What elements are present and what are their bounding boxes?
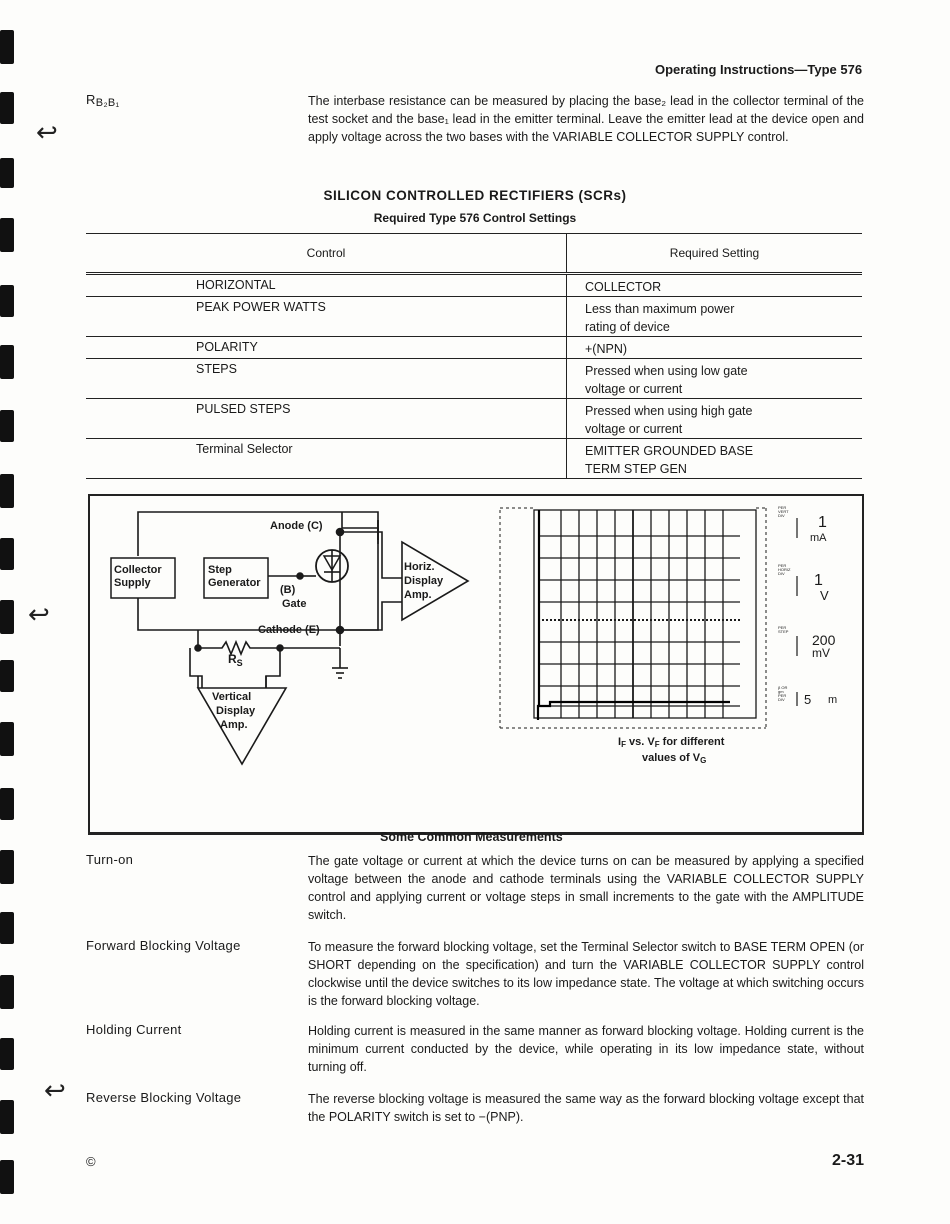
measurement-text: Holding current is measured in the same manner as forward blocking voltage. Holding current is the minimum current conducted by the device, while operating in its low impedance state, without turning off. (308, 1024, 864, 1074)
table-cell-control: Terminal Selector (86, 439, 567, 479)
table-row (86, 359, 862, 399)
table-cell-control: HORIZONTAL (86, 274, 567, 297)
table-row (86, 399, 862, 439)
measurement-text: The gate voltage or current at which the device turns on can be measured by applying a specified voltage between the anode and cathode terminals using the VARIABLE COLLECTOR SUPPLY control and applying current or voltage steps in small increments to the gate with the AMPLITUDE switch. (308, 854, 864, 922)
measurement-text: To measure the forward blocking voltage, set the Terminal Selector switch to BASE TERM OPEN (or SHORT depending on the specification) and turn the VARIABLE COLLECTOR SUPPLY control clockwise until the device switches to its low impedance state. The voltage at which switching occurs is the forward blocking voltage. (308, 940, 864, 1008)
step-generator-label: Step Generator (208, 564, 261, 589)
table-row (86, 337, 862, 359)
table-cell-setting: COLLECTOR (567, 274, 863, 297)
scr-test-figure (88, 494, 864, 835)
vertical-display-amp-label: Vertical Display Amp. (212, 691, 256, 731)
rb2b1-label: RB₂B₁ (86, 92, 120, 109)
section-title: SILICON CONTROLLED RECTIFIERS (SCRs) (323, 188, 627, 203)
table-cell-setting: +(NPN) (567, 337, 863, 359)
page-header: Operating Instructions—Type 576 (655, 62, 863, 77)
table-cell-setting: Less than maximum power rating of device (567, 297, 863, 337)
cathode-label: Cathode (E) (258, 624, 320, 636)
measurement-label: Forward Blocking Voltage (86, 938, 241, 953)
rs-label: $R_S$ (228, 652, 243, 668)
readout-vert: PER VERT DIV 1 mA (778, 505, 827, 544)
page-number: 2-31 (831, 1152, 864, 1169)
table-row (86, 274, 862, 297)
readout-step: PER STEP 200 mV (778, 625, 836, 660)
scr-circuit-and-display (90, 496, 862, 832)
table-cell-control: PULSED STEPS (86, 399, 567, 439)
readout-horiz: PER HORIZ DIV 1 V (778, 563, 829, 603)
table-cell-control: POLARITY (86, 337, 567, 359)
table-cell-setting: Pressed when using low gate voltage or current (567, 359, 863, 399)
measurement-label: Turn-on (86, 852, 134, 867)
settings-table (86, 233, 862, 479)
measurement-label: Reverse Blocking Voltage (86, 1090, 242, 1105)
rb2b1-paragraph: The interbase resistance can be measured by placing the base₂ lead in the collector terminal of the test socket and the base₁ lead in the emitter terminal. Leave the emitter lead at the device open and apply voltage across the two bases with the VARIABLE COLLECTOR SUPPLY control. (308, 94, 864, 144)
table-header-control: Control (86, 234, 567, 274)
anode-label: Anode (C) (270, 520, 323, 532)
measurement-text: The reverse blocking voltage is measured the same way as the forward blocking voltage except that the POLARITY switch is set to −(PNP). (308, 1092, 864, 1124)
table-cell-setting: EMITTER GROUNDED BASE TERM STEP GEN (567, 439, 863, 479)
measurement-label: Holding Current (86, 1022, 182, 1037)
table-cell-setting: Pressed when using high gate voltage or current (567, 399, 863, 439)
figure-caption-line1: IF vs. VF for different (618, 736, 725, 749)
table-row (86, 439, 862, 479)
table-header-setting: Required Setting (567, 234, 863, 274)
measurements-title: Some Common Measurements (380, 830, 563, 844)
section-subtitle: Required Type 576 Control Settings (373, 211, 577, 225)
gate-b-label: (B) (280, 584, 296, 596)
table-row (86, 297, 862, 337)
gate-label: Gate (282, 598, 307, 610)
table-cell-control: PEAK POWER WATTS (86, 297, 567, 337)
copyright-mark: © (86, 1154, 96, 1169)
horiz-display-amp-label: Horiz. Display Amp. (404, 561, 444, 601)
figure-caption-line2: values of VG (642, 752, 707, 765)
margin-hook-mark: ↩ (44, 1076, 66, 1106)
table-cell-control: STEPS (86, 359, 567, 399)
collector-supply-label: Collector Supply (114, 564, 162, 589)
margin-hook-mark: ↩ (28, 600, 50, 630)
margin-hook-mark: ↩ (36, 118, 58, 148)
readout-beta: β OR gm PER DIV 5 m (778, 685, 838, 707)
